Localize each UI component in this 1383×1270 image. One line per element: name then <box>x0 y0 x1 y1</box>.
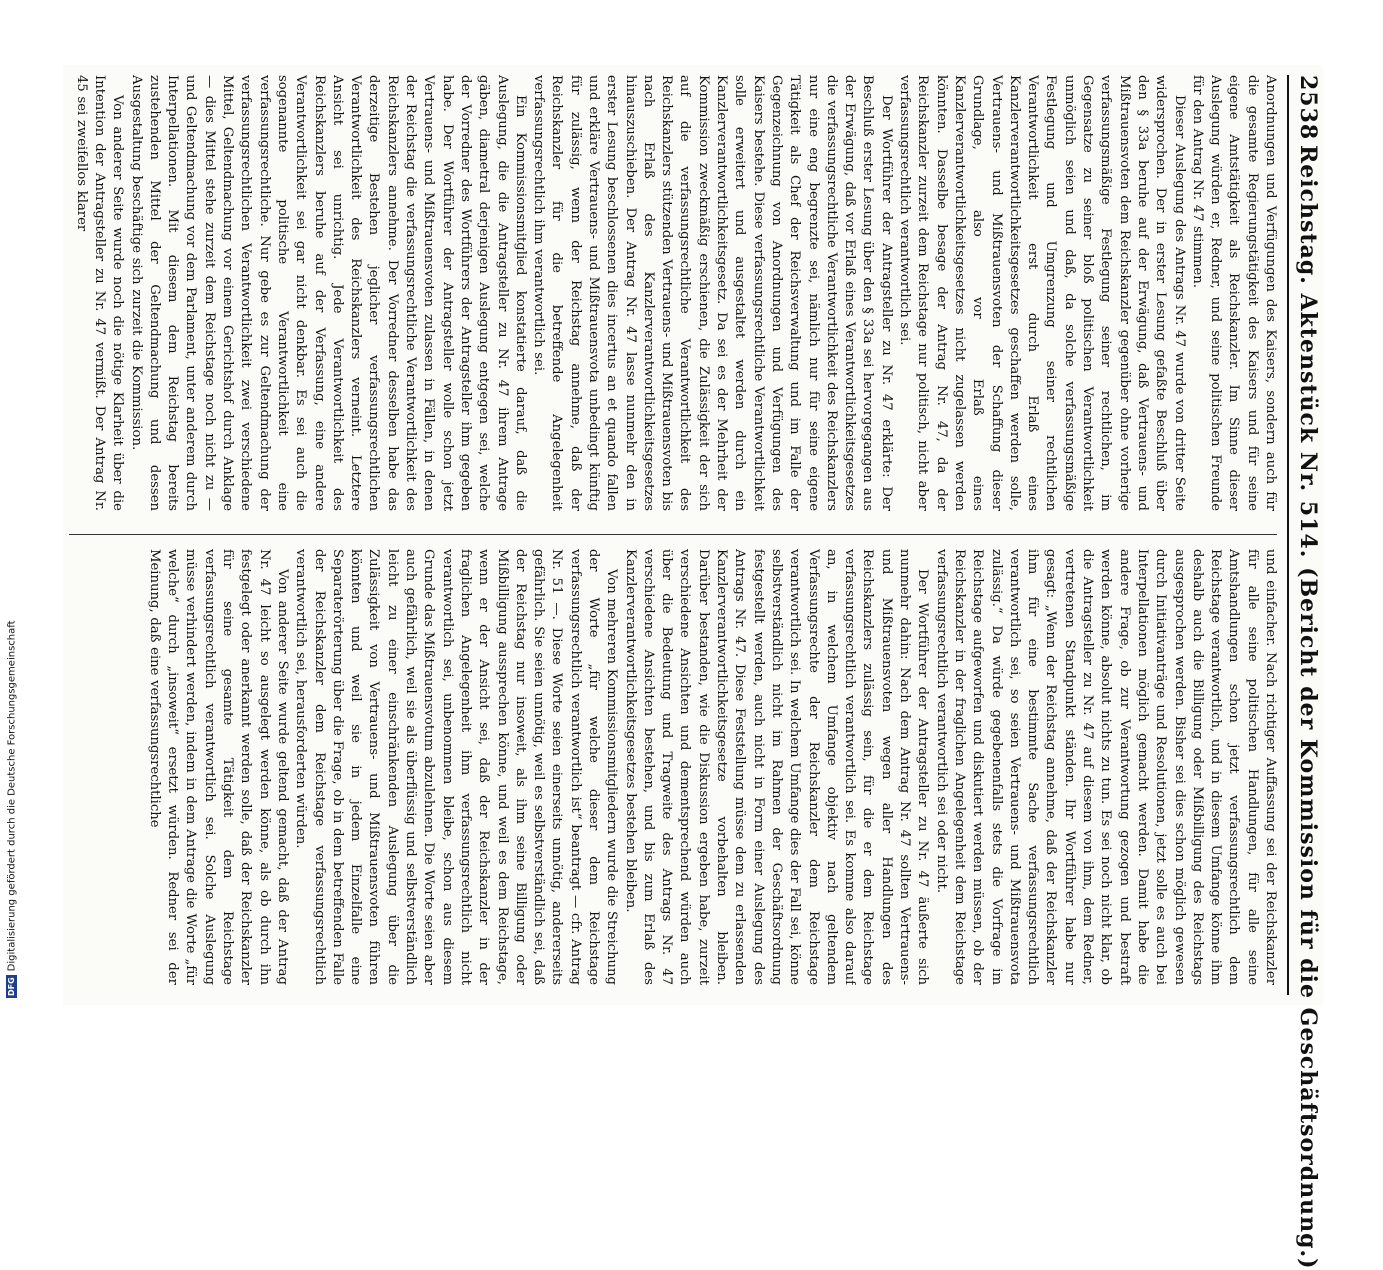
paragraph: Dieser Auslegung des Antrags Nr. 47 wurde von dritter Seite widersprochen. Der in erster Lesung gefaßte Beschluß über den § 33a beruhe auf der Erwägung, daß Vertrauens- und Mißtrauensvoten dem Reichskanzler gegenüber ohne vorherige verfassungsmäßige Festlegung seiner rechtlichen, im Gegensatze zu seiner bloß politischen Verantwortlichkeit unmöglich seien und daß, da solche verfassungsmäßige Festlegung und Umgrenzung seiner rechtlichen Verantwortlichkeit erst durch Erlaß eines Kanzlerverantwortlichkeitsgesetzes geschaffen werden solle, Vertrauens- und Mißtrauensvoten der Schaffung dieser Grundlage, also vor Erlaß eines Kanzlerverantwortlichkeitsgesetzes nicht zugelassen werden könnten. Dasselbe besage der Antrag Nr. 47, da der Reichskanzler zurzeit dem Reichstage nur politisch, nicht aber verfassungsrechtlich verantwortlich sei. <box>897 75 1187 511</box>
paragraph: Ein Kommissionsmitglied konstatierte darauf, daß die Auslegung, die die Antragsteller zu Nr. 47 ihrem Antrage gäben, diametral derjenigen Auslegung entgegen sei, welche der Vorredner des Wortführers der Antragsteller ihm gegeben habe. Der Wortführer der Antragsteller wolle schon jetzt Vertrauens- und Mißtrauensvoten zulassen in Fällen, in denen der Reichstag die verfassungsrechtliche Verantwortlichkeit des Reichskanzlers annehme. Der Vorredner desselben habe das derzeitige Bestehen jeglicher verfassungsrechtlichen Verantwortlichkeit des Reichskanzlers verneint. Letztere Ansicht sei unrichtig. Jede Verantwortlichkeit des Reichskanzlers beruhe auf der Verfassung, eine andere Verantwortlichkeit sei gar nicht denkbar. Es sei auch die sogenannte politische Verantwortlichkeit eine verfassungsrechtliche. Nur gebe es zur Geltendmachung der verfassungsrechtlichen Verantwortlichkeit zwei verschiedene Mittel, Geltendmachung vor einem Gerichtshof durch Anklage — dies Mittel stehe zurzeit dem Reichstage noch nicht zu — und Geltendmachung vor dem Parlament, unter anderem durch Interpellationen. Mit diesem dem Reichstag bereits zustehenden Mittel der Geltendmachung und dessen Ausgestaltung beschäftige sich zurzeit die Kommission. <box>128 75 528 511</box>
scanned-page <box>63 65 1323 1270</box>
paragraph: Der Wortführer der Antragsteller zu Nr. 47 erklärte: Der Beschluß erster Lesung über den § 33a sei hervorgegangen aus der Erwägung, daß vor Erlaß eines Verantwortlichkeitsgesetzes die verfassungsrechtliche Verantwortlichkeit des Reichskanzlers nur eine eng begrenzte sei, nämlich nur für seine eigene Tätigkeit als Chef der Reichsverwaltung und im Falle der Gegenzeichnung von Anordnungen und Verfügungen des Kaisers bestehe. Diese verfassungsrechtliche Verantwortlichkeit solle erweitert und ausgestaltet werden durch ein Kanzlerverantwortlichkeitsgesetz. Da sei es der Mehrheit der Kommission zweckmäßig erschienen, die Zulässigkeit der sich auf die verfassungsrechtliche Verantwortlichkeit des Reichskanzlers stützenden Vertrauens- und Mißtrauensvoten bis nach Erlaß des Kanzlerverantwortlichkeitsgesetzes hinauszuschieben. Der Antrag Nr. 47 lasse nunmehr den in erster Lesung beschlossenen dies incertus an et quando fallen und erkläre Vertrauens- und Mißtrauensvota unbedingt künftig für zulässig, wenn der Reichstag annehme, daß der Reichskanzler für die betreffende Angelegenheit verfassungsrechtlich ihm verantwortlich sei. <box>531 75 894 511</box>
text-column-left <box>67 75 1279 511</box>
page-header <box>1287 75 1323 1270</box>
paragraph: Von anderer Seite wurde geltend gemacht, daß der Antrag Nr. 47 leicht so ausgelegt werden könne, als ob durch ihn festgelegt oder anerkannt werden solle, daß der Reichskanzler für seine gesamte Tätigkeit dem Reichstage verfassungsrechtlich verantwortlich sei. Solche Auslegung müsse verhindert werden, indem in dem Antrage die Worte „für welche“ durch „insoweit“ ersetzt würden. Redner sei der Meinung, daß eine verfassungsrechtliche <box>146 549 290 985</box>
funding-credit-text: Digitalisierung gefördert durch die Deutsche Forschungsgemeinschaft <box>6 620 18 972</box>
paragraph: Von mehreren Kommissionsmitgliedern wurde die Streichung der Worte „für welche dieser dem Reichstage verfassungsrechtlich verantwortlich ist“ beantragt — cfr. Antrag Nr. 51 —. Diese Worte seien einerseits unnötig, andererseits gefährlich. Sie seien unnötig, weil es selbstverständlich sei, daß der Reichstag nur insoweit, als ihm seine Billigung oder Mißbilligung aussprechen könne, und weil es dem Reichstage, wenn er der Ansicht sei, daß der Reichskanzler in der fraglichen Angelegenheit ihm verfassungsrechtlich nicht verantwortlich sei, unbenommen bleibe, schon aus diesem Grunde das Mißtrauensvotum abzulehnen. Die Worte seien aber auch gefährlich, weil sie als überflüssig und selbstverständlich leicht zu einer einschränkenden Auslegung über die Zulässigkeit von Vertrauens- und Mißtrauensvoten führen könnten und weil sie in jedem Einzelfalle eine Separaterörterung über die Frage, ob in dem betreffenden Falle der Reichskanzler dem Reichstage verfassungsrechtlich verantwortlich sei, herausforderten würden. <box>293 549 620 985</box>
paragraph: Der Wortführer der Antragsteller zu Nr. 47 äußerte sich nunmehr dahin: Nach dem Antrag Nr. 47 sollten Vertrauens- und Mißtrauensvoten wegen aller Handlungen des Reichskanzlers zulässig sein, für die er dem Reichstage verfassungsrechtlich verantwortlich sei. Es komme also darauf an, in welchem Umfange objektiv nach geltendem Verfassungsrechte der Reichskanzler dem Reichstage verantwortlich sei. In welchem Umfange dies der Fall sei, könne selbstverständlich nicht im Rahmen der Geschäftsordnung festgestellt werden, auch nicht in Form einer Auslegung des Antrags Nr. 47. Diese Feststellung müsse dem zu erlassenden Kanzlerverantwortlichkeitsgesetze vorbehalten bleiben. Darüber bestanden, wie die Diskussion ergeben habe, zurzeit verschiedene Ansichten und dementsprechend würden auch über die Bedeutung und Tragweite des Antrags Nr. 47 verschiedene Ansichten bestehen, und bis zum Erlaß des Kanzlerverantwortlichkeitsgesetzes bestehen bleiben. <box>622 549 931 985</box>
page-title: Reichstag. Aktenstück Nr. 514. (Bericht der Kommission für die Geschäftsordnung.) <box>1295 145 1321 1270</box>
text-column-right <box>67 549 1279 985</box>
paragraph: und einfacher. Nach richtiger Auffassung sei der Reichskanzler für alle seine politischen Handlungen, für alle seine Amtshandlungen schon jetzt verfassungsrechtlich dem Reichstage verantwortlich, und in diesem Umfange könne ihm deshalb auch die Billigung oder Mißbilligung des Reichstags ausgesprochen werden. Bisher sei dies schon möglich gewesen durch Initiativanträge und Resolutionen, jetzt solle es auch bei Interpellationen möglich gemacht werden. Damit habe die andere Frage, ob zur Verantwortung gezogen und bestraft werden könne, absolut nichts zu tun. Es sei noch nicht klar, ob die Antragsteller zu Nr. 47 auf diesem von ihm, dem Redner, vertretenen Standpunkt ständen. Ihr Wortführer habe nur gesagt: „Wenn der Reichstag annehme, daß der Reichskanzler ihm für eine bestimmte Sache verfassungsrechtlich verantwortlich sei, so seien Vertrauens- und Mißtrauensvota zulässig.“ Da würde gegebenenfalls stets die Vorfrage im Reichstage aufgeworfen und diskutiert werden müssen, ob der Reichskanzler in der fraglichen Angelegenheit dem Reichstage verfassungsrechtlich verantwortlich sei oder nicht. <box>933 549 1278 985</box>
column-divider <box>69 534 1277 535</box>
dfg-logo-icon: DFG <box>7 977 16 996</box>
paragraph: Anordnungen und Verfügungen des Kaisers, sondern auch für die gesamte Regierungstätigkeit des Kaisers und für seine eigene Amtstätigkeit als Reichskanzler. Im Sinne dieser Auslegung würden er, Redner, und seine politischen Freunde für den Antrag Nr. 47 stimmen. <box>1189 75 1278 511</box>
paragraph: Von anderer Seite wurde noch die nötige Klarheit über die Intention der Antragsteller zu Nr. 47 vermißt. Der Antrag Nr. 45 sei zweifellos klarer <box>73 75 126 511</box>
page-number: 2538 <box>1295 75 1321 141</box>
funding-credit <box>6 620 18 998</box>
